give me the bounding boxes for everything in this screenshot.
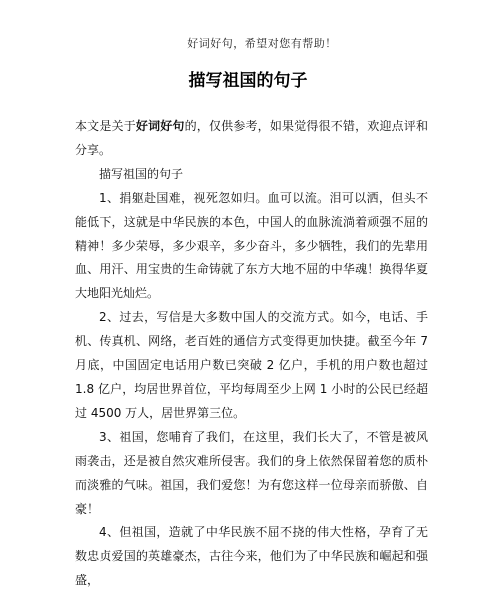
paragraph-4: 4、但祖国，造就了中华民族不屈不挠的伟大性格，孕育了无数忠贞爱国的英雄豪杰，古往今来，他们为了中华民族和崛起和强盛， (75, 525, 428, 588)
header-note: 好词好句，希望对您有帮助！ (187, 37, 337, 50)
paragraph-1: 1、捐躯赴国难，视死忽如归。血可以流。泪可以洒，但头不能低下，这就是中华民族的本色，中国人的血脉流淌着顽强不屈的精神！多少荣辱，多少艰辛，多少奋斗，多少牺牲，我们的先辈用血、用汗、用宝贵的生命铸就了东方大地不屈的中华魂！换得华夏大地阳光灿烂。 (75, 190, 428, 301)
section-subtitle: 描写祖国的句子 (99, 166, 184, 181)
intro-prefix: 本文是关于 (75, 119, 136, 133)
paragraph-3: 3、祖国，您哺育了我们，在这里，我们长大了，不管是被风雨袭击，还是被自然灾难所侵害。我们的身上依然保留着您的质朴而淡雅的气味。祖国，我们爱您！为有您这样一位母亲而骄傲、自豪！ (75, 429, 428, 516)
intro-paragraph (75, 115, 428, 163)
document-body (75, 115, 428, 593)
paragraph-2: 2、过去，写信是大多数中国人的交流方式。如今，电话、手机、传真机、网络，老百姓的通信方式变得更加快捷。截至今年 7 月底，中国固定电话用户数已突破 2 亿户，手机的用户数也超过 1.8 亿户，均居世界首位，平均每周至少上网 1 小时的公民已经超过 4500 万人，居世界第三位。 (75, 310, 428, 420)
page-title: 描写祖国的句子 (188, 71, 308, 91)
intro-suffix: 的，仅供参考，如果觉得很不错，欢迎点评和分享。 (75, 119, 428, 157)
intro-highlight: 好词好句 (135, 119, 185, 133)
